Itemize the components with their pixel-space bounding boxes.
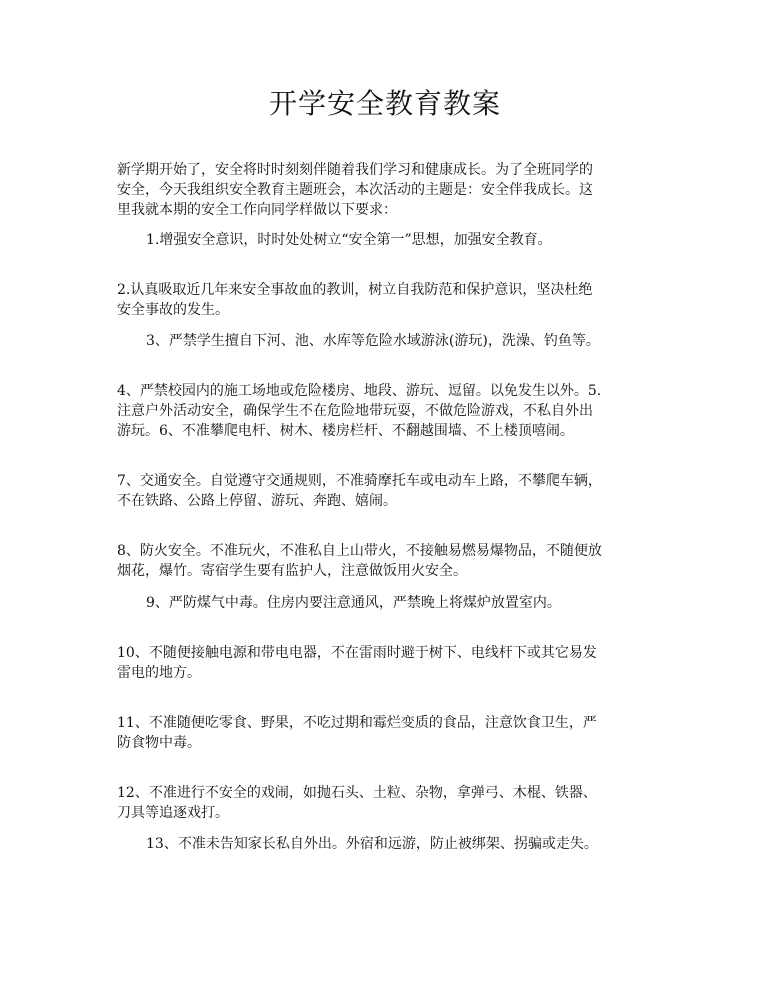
paragraph-line: 雷电的地方。 xyxy=(117,665,201,681)
paragraph-line: 8、防火安全。不准玩火，不准私自上山带火，不接触易燃易爆物品，不随便放 xyxy=(117,543,602,559)
paragraph-line: 不在铁路、公路上停留、游玩、奔跑、嬉闹。 xyxy=(117,493,397,509)
paragraph-line: 烟花，爆竹。寄宿学生要有监护人，注意做饭用火安全。 xyxy=(117,563,467,579)
paragraph-line: 1.增强安全意识，时时处处树立“安全第一”思想，加强安全教育。 xyxy=(146,232,552,248)
paragraph-line: 9、严防煤气中毒。住房内要注意通风，严禁晚上将煤炉放置室内。 xyxy=(146,595,561,611)
paragraph-line: 12、不准进行不安全的戏闹，如抛石头、土粒、杂物，拿弹弓、木棍、铁器、 xyxy=(117,785,597,801)
paragraph-item-11 xyxy=(117,713,657,753)
paragraph-item-13 xyxy=(146,834,657,854)
paragraph-line: 13、不准未告知家长私自外出。外宿和远游，防止被绑架、拐骗或走失。 xyxy=(146,836,598,852)
paragraph-line: 安全，今天我组织安全教育主题班会，本次活动的主题是：安全伴我成长。这 xyxy=(117,182,593,198)
paragraph-line: 里我就本期的安全工作向同学样做以下要求： xyxy=(117,202,397,218)
paragraph-line: 新学期开始了，安全将时时刻刻伴随着我们学习和健康成长。为了全班同学的 xyxy=(117,162,593,178)
paragraph-line: 游玩。6、不准攀爬电杆、树木、楼房栏杆、不翻越围墙、不上楼顶嘻闹。 xyxy=(117,423,574,439)
paragraph-item-1 xyxy=(146,230,657,250)
paragraph-line: 注意户外活动安全，确保学生不在危险地带玩耍，不做危险游戏，不私自外出 xyxy=(117,403,593,419)
paragraph-line: 11、不准随便吃零食、野果，不吃过期和霉烂变质的食品，注意饮食卫生，严 xyxy=(117,715,597,731)
paragraph-item-3 xyxy=(146,331,657,351)
document-title: 开学安全教育教案 xyxy=(268,87,501,120)
paragraph-line: 10、不随便接触电源和带电电器，不在雷雨时避于树下、电线杆下或其它易发 xyxy=(117,645,597,661)
paragraph-line: 安全事故的发生。 xyxy=(117,302,229,318)
paragraph-intro xyxy=(117,160,657,220)
paragraph-line: 7、交通安全。自觉遵守交通规则，不准骑摩托车或电动车上路，不攀爬车辆， xyxy=(117,473,602,489)
paragraph-line: 2.认真吸取近几年来安全事故血的教训，树立自我防范和保护意识，坚决杜绝 xyxy=(117,282,593,298)
paragraph-item-2 xyxy=(117,280,657,320)
paragraph-line: 刀具等追逐戏打。 xyxy=(117,805,229,821)
paragraph-line: 防食物中毒。 xyxy=(117,735,201,751)
paragraph-item-9 xyxy=(146,593,657,613)
paragraph-item-12 xyxy=(117,783,657,823)
paragraph-line: 4、严禁校园内的施工场地或危险楼房、地段、游玩、逗留。以免发生以外。5. xyxy=(117,383,602,399)
paragraph-item-8 xyxy=(117,541,657,581)
paragraph-item-4 xyxy=(117,381,657,441)
paragraph-item-7 xyxy=(117,471,657,511)
paragraph-line: 3、严禁学生擅自下河、池、水库等危险水域游泳(游玩)，洗澡、钓鱼等。 xyxy=(146,333,600,349)
paragraph-item-10 xyxy=(117,643,657,683)
